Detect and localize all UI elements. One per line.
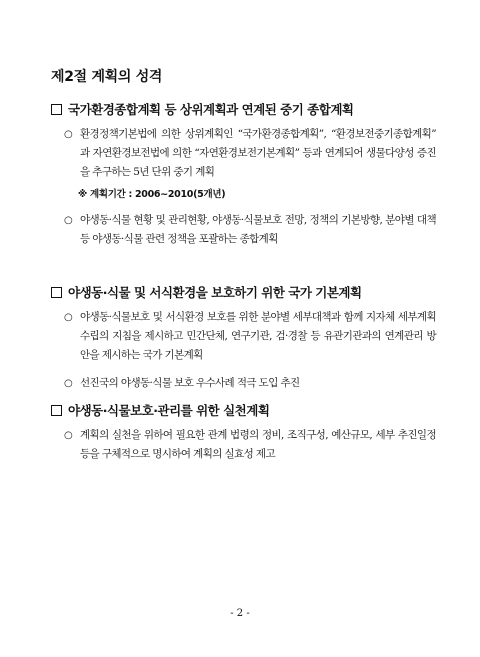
circle-bullet-icon: ○ <box>64 378 73 389</box>
heading-2 <box>51 283 362 301</box>
heading-3 <box>51 401 269 419</box>
heading-2-text: 야생동·식물 및 서식환경을 보호하기 위한 국가 기본계획 <box>68 285 362 300</box>
list-item <box>64 426 436 464</box>
heading-1 <box>51 100 354 118</box>
list-item <box>64 211 436 249</box>
checkbox-square-icon <box>51 104 62 115</box>
list-item-text: 계획의 실천을 위하여 필요한 관계 법령의 정비, 조직구성, 예산규모, 세부 추진일정 등을 구체적으로 명시하여 계획의 실효성 제고 <box>80 429 436 460</box>
list-item <box>64 308 436 365</box>
checkbox-square-icon <box>51 405 62 416</box>
circle-bullet-icon: ○ <box>64 312 73 323</box>
page-number: - 2 - <box>230 608 250 619</box>
circle-bullet-icon: ○ <box>64 430 73 441</box>
heading-1-text: 국가환경종합계획 등 상위계획과 연계된 중기 종합계획 <box>68 102 354 117</box>
plan-period-note: ※ 계획기간 : 2006~2010(5개년) <box>78 189 226 200</box>
list-item-text: 선진국의 야생동·식물 보호 우수사례 적극 도입 추진 <box>80 377 300 389</box>
section-title: 제2절 계획의 성격 <box>51 69 163 85</box>
circle-bullet-icon: ○ <box>64 129 73 140</box>
heading-3-text: 야생동·식물보호·관리를 위한 실천계획 <box>68 403 270 418</box>
list-item-text: 야생동·식물보호 및 서식환경 보호를 위한 분야별 세부대책과 함께 지자체 세부계획 수립의 지침을 제시하고 민간단체, 연구기관, 검·경찰 등 유관기관과의 연계관리 방안을 제시하는 국가 기본계획 <box>80 311 436 361</box>
list-item <box>64 374 436 393</box>
list-item-text: 야생동·식물 현황 및 관리현황, 야생동·식물보호 전망, 정책의 기본방향, 분야별 대책 등 야생동·식물 관련 정책을 포괄하는 종합계획 <box>80 214 436 245</box>
checkbox-square-icon <box>51 287 62 298</box>
circle-bullet-icon: ○ <box>64 215 73 226</box>
list-item-text: 환경정책기본법에 의한 상위계획인 “국가환경종합계획”, “환경보전중기종합계획” 과 자연환경보전법에 의한 “자연환경보전기본계획” 등과 연계되어 생물다양성 증진을 추구하는 5년 단위 중기 계획 <box>80 128 436 178</box>
list-item <box>64 125 436 182</box>
